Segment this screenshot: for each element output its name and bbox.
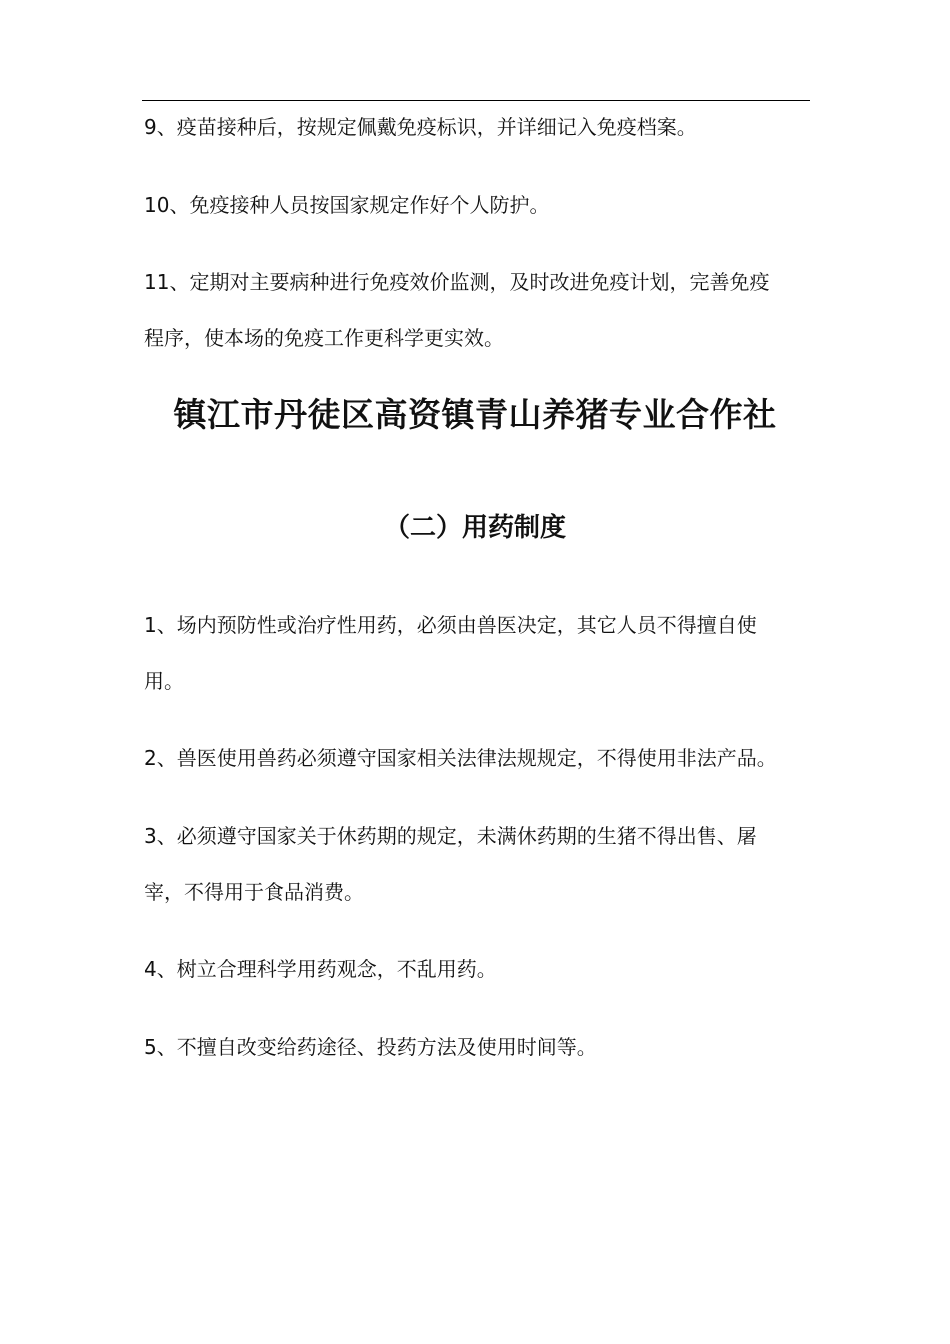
list-item-immunization-10 (144, 177, 812, 233)
list-item-medication-2 (144, 730, 812, 786)
list-item-medication-4 (144, 941, 812, 997)
paragraph-line: 5、不擅自改变给药途径、投药方法及使用时间等。 (144, 1035, 597, 1059)
paragraph-line: 11、定期对主要病种进行免疫效价监测，及时改进免疫计划，完善免疫 (144, 270, 770, 294)
paragraph-line: 9、疫苗接种后，按规定佩戴免疫标识，并详细记入免疫档案。 (144, 115, 697, 139)
list-item-immunization-9 (144, 99, 812, 155)
paragraph-line: 用。 (144, 669, 184, 693)
paragraph-line: 4、树立合理科学用药观念，不乱用药。 (144, 957, 497, 981)
paragraph-line: 1、场内预防性或治疗性用药，必须由兽医决定，其它人员不得擅自使 (144, 613, 757, 637)
paragraph-line: 2、兽医使用兽药必须遵守国家相关法律法规规定，不得使用非法产品。 (144, 746, 777, 770)
section-title: （二）用药制度 (383, 513, 566, 543)
list-item-medication-5 (144, 1019, 812, 1075)
list-item-medication-3 (144, 808, 812, 920)
list-item-medication-1 (144, 597, 812, 709)
paragraph-line: 程序，使本场的免疫工作更科学更实效。 (144, 326, 504, 350)
organization-title: 镇江市丹徒区高资镇青山养猪专业合作社 (173, 395, 777, 434)
paragraph-line: 宰，不得用于食品消费。 (144, 880, 364, 904)
paragraph-line: 10、免疫接种人员按国家规定作好个人防护。 (144, 193, 550, 217)
list-item-immunization-11 (144, 254, 812, 366)
paragraph-line: 3、必须遵守国家关于休药期的规定，未满休药期的生猪不得出售、屠 (144, 824, 757, 848)
